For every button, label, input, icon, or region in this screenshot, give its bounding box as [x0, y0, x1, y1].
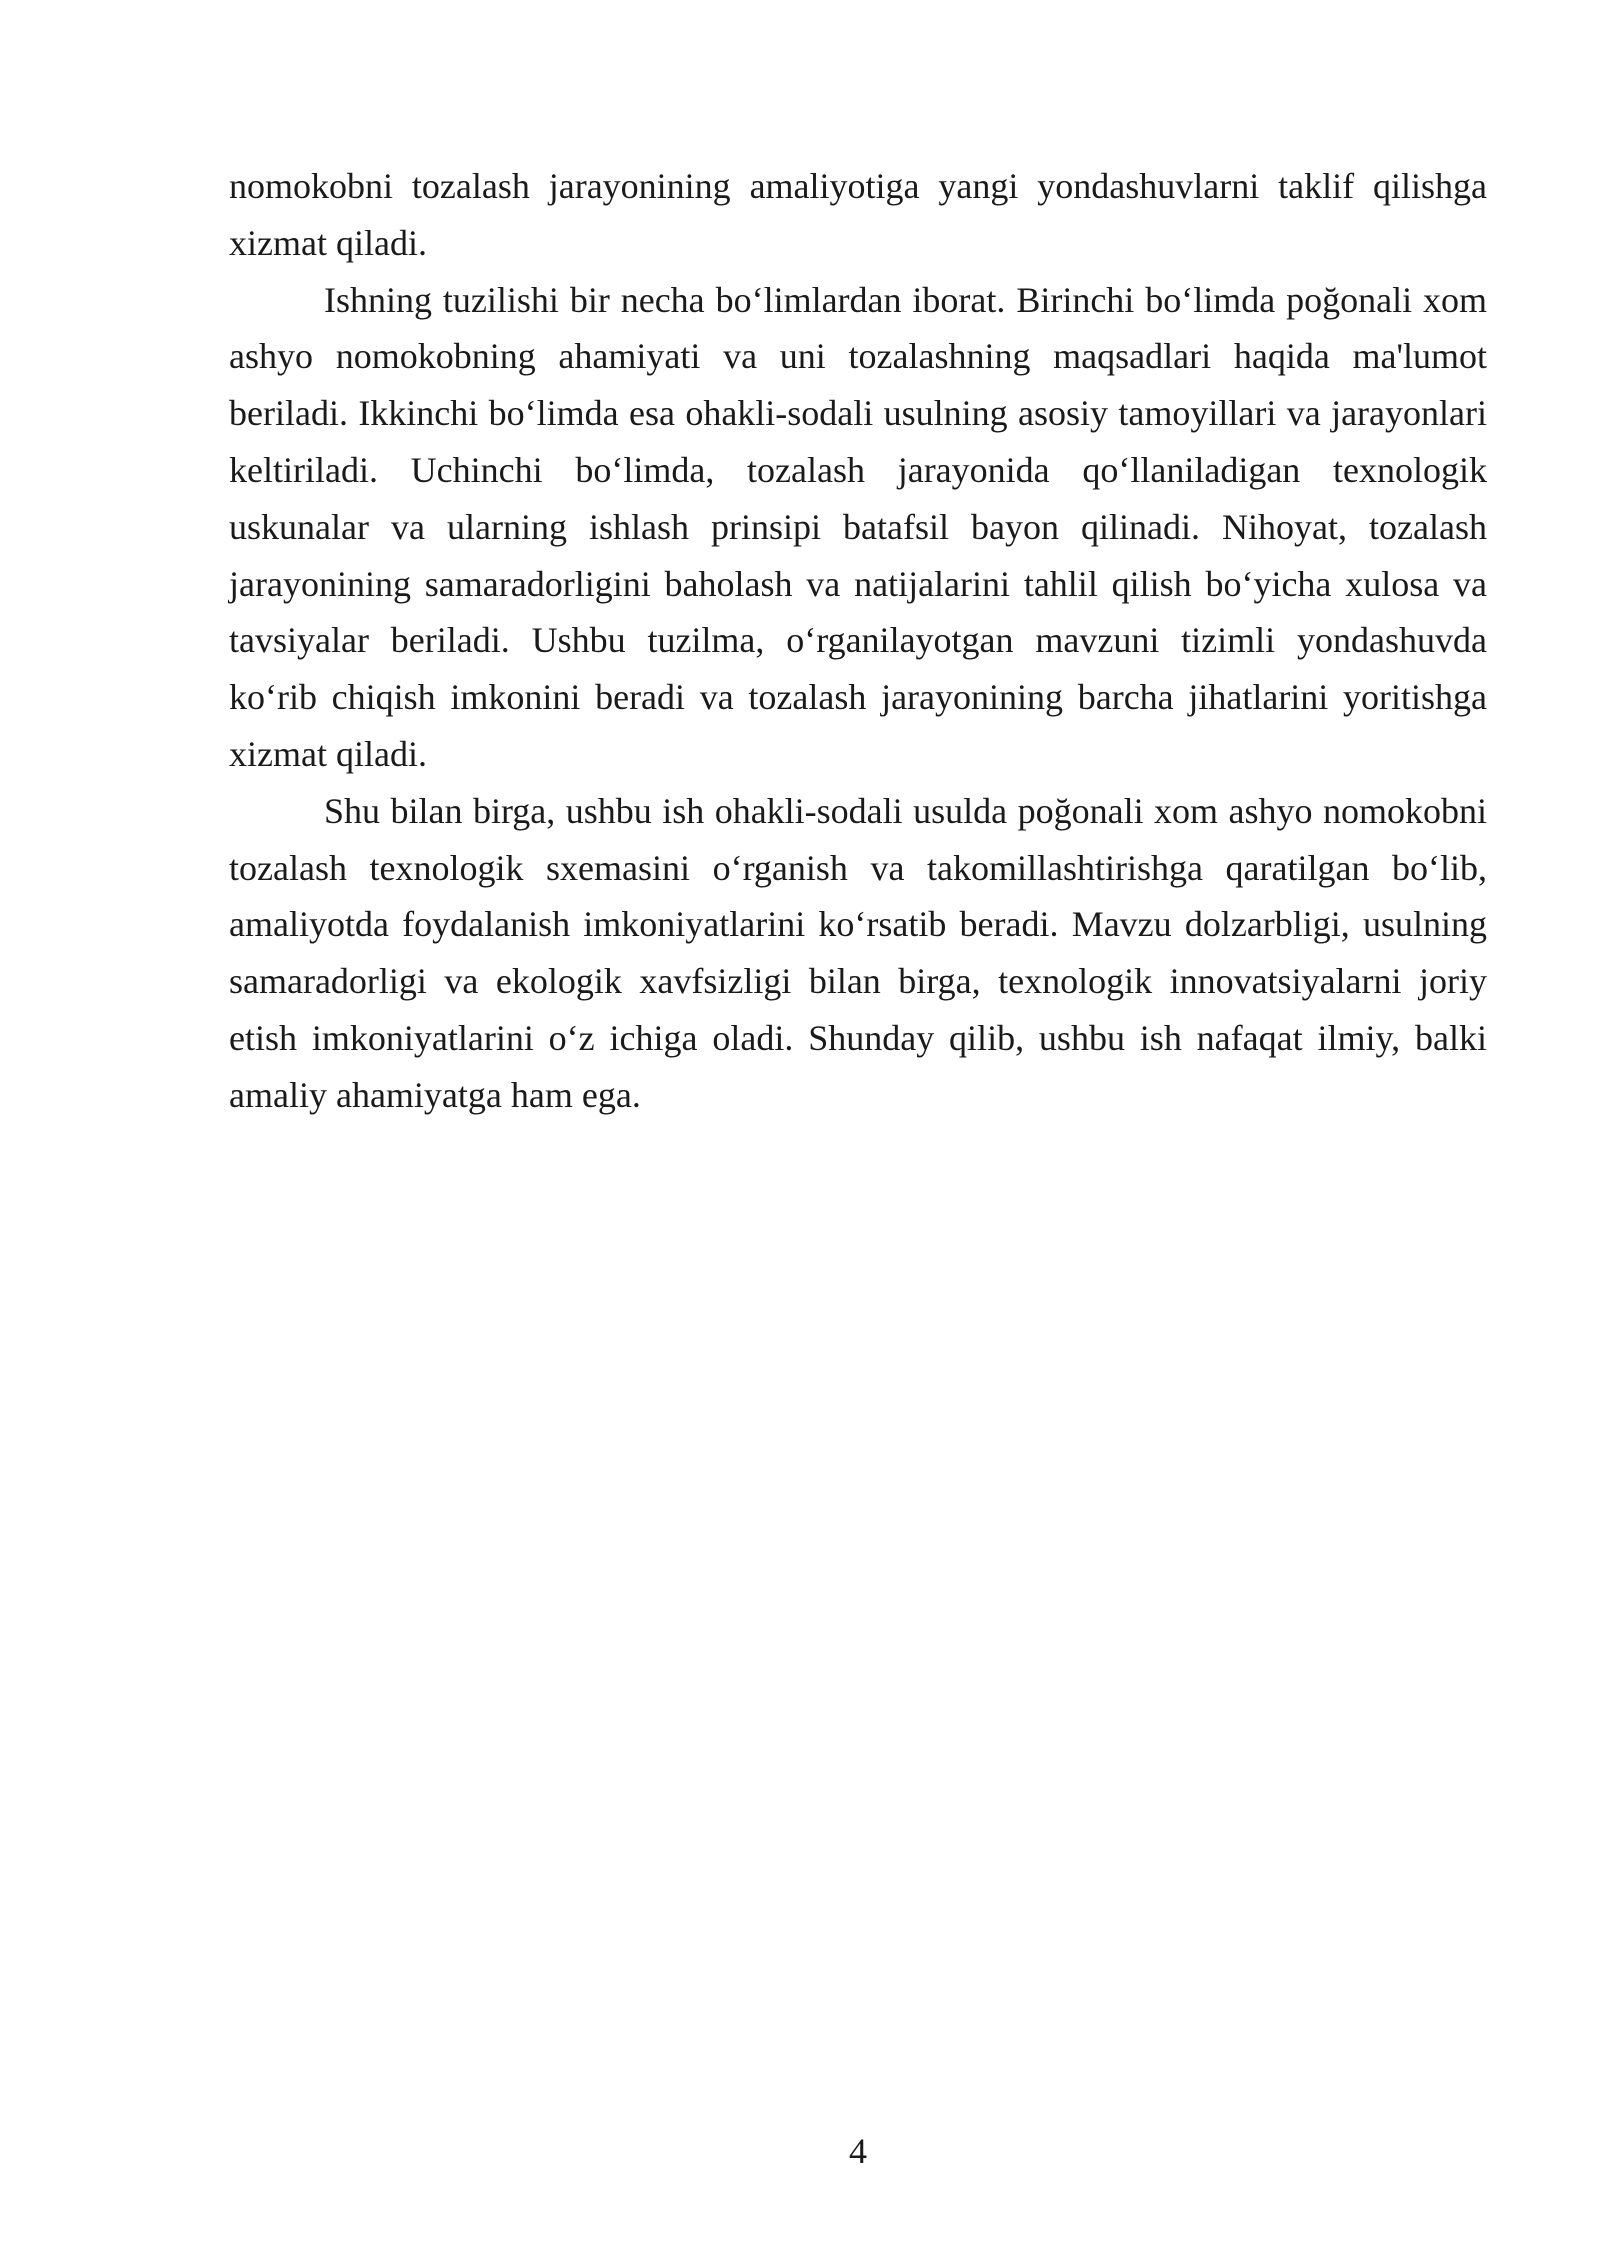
paragraph-conclusion: Shu bilan birga, ushbu ish ohakli-sodali usulda poğonali xom ashyo nomokobni tozalash texnologik sxemasini o‘rganish va takomillashtirishga qaratilgan bo‘lib, amaliyotda foydalanish imkoniyatlarini ko‘rsatib beradi. Mavzu dolzarbligi, usulning samaradorligi va ekologik xavfsizligi bilan birga, texnologik innovatsiyalarni joriy etish imkoniyatlarini o‘z ichiga oladi. Shunday qilib, ushbu ish nafaqat ilmiy, balki amaliy ahamiyatga ham ega. [229, 790, 1487, 1115]
paragraph-structure: Ishning tuzilishi bir necha bo‘limlardan iborat. Birinchi bo‘limda poğonali xom ashyo nomokobning ahamiyati va uni tozalashning maqsadlari haqida ma'lumot beriladi. Ikkinchi bo‘limda esa ohakli-sodali usulning asosiy tamoyillari va jarayonlari keltiriladi. Uchinchi bo‘limda, tozalash jarayonida qo‘llaniladigan texnologik uskunalar va ularning ishlash prinsipi batafsil bayon qilinadi. Nihoyat, tozalash jarayonining samaradorligini baholash va natijalarini tahlil qilish bo‘yicha xulosa va tavsiyalar beriladi. Ushbu tuzilma, o‘rganilayotgan mavzuni tizimli yondashuvda ko‘rib chiqish imkonini beradi va tozalash jarayonining barcha jihatlarini yoritishga xizmat qiladi. [229, 279, 1487, 774]
page-number: 4 [849, 2131, 867, 2171]
document-body [229, 158, 1487, 1124]
paragraph-continuation: nomokobni tozalash jarayonining amaliyotiga yangi yondashuvlarni taklif qilishga xizmat qiladi. [229, 166, 1487, 263]
